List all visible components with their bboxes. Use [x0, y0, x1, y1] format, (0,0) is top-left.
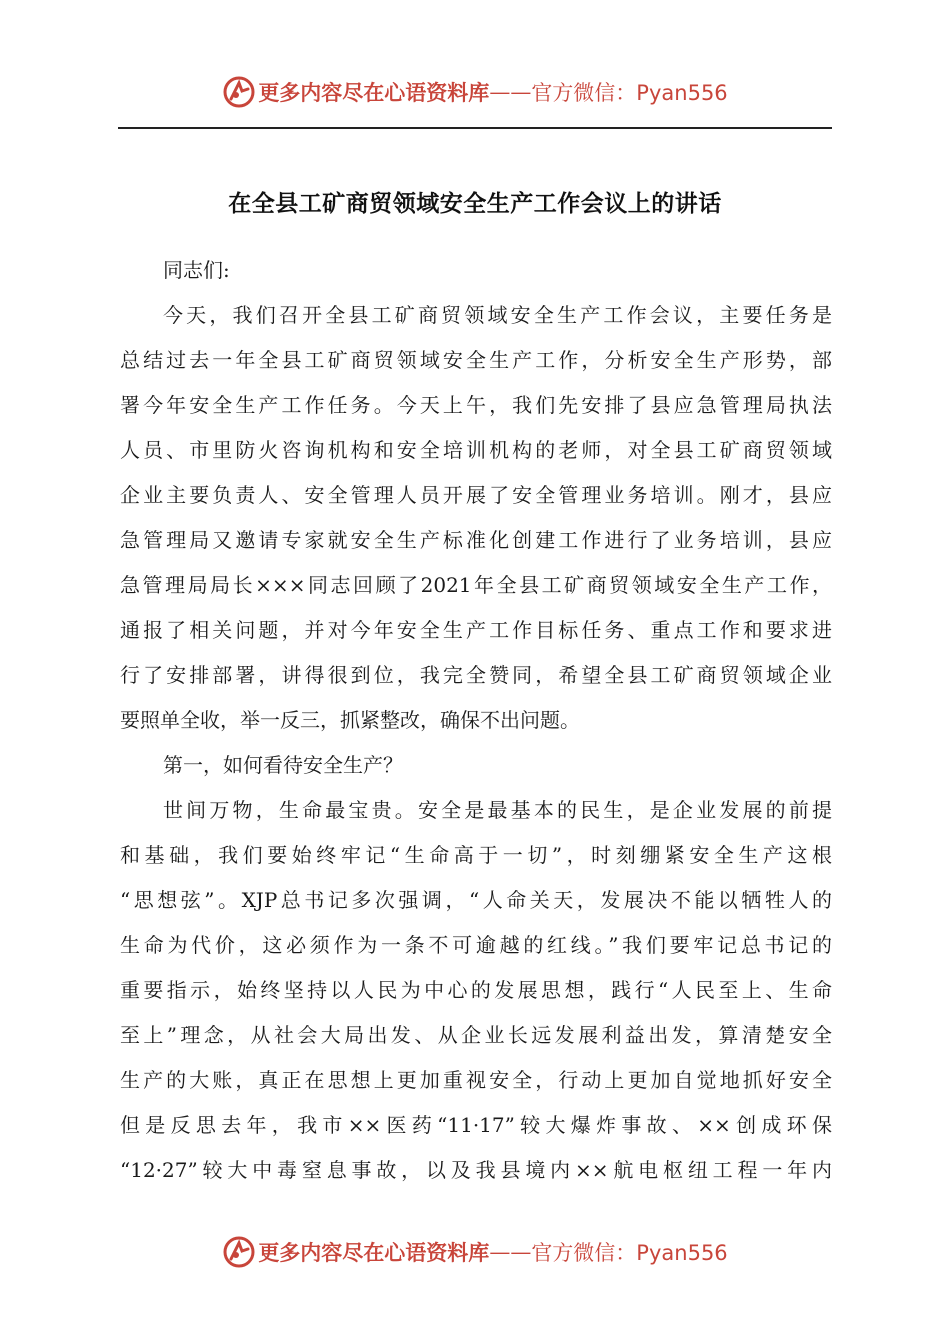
text-line: “思想弦”。XJP总书记多次强调，“人命关天，发展决不能以牺牲人的 — [120, 888, 832, 912]
text-line: 总结过去一年全县工矿商贸领域安全生产工作，分析安全生产形势，部 — [120, 348, 832, 372]
header-banner — [0, 72, 950, 112]
document-title: 在全县工矿商贸领域安全生产工作会议上的讲话 — [228, 191, 722, 217]
text-line: 企业主要负责人、安全管理人员开展了安全管理业务培训。刚才，县应 — [120, 483, 832, 507]
text-line: 通报了相关问题，并对今年安全生产工作目标任务、重点工作和要求进 — [120, 618, 832, 642]
banner-main-text: 更多内容尽在心语资料库 — [258, 80, 490, 105]
text-line: “12·27”较大中毒窒息事故，以及我县境内××航电枢纽工程一年内 — [120, 1158, 832, 1182]
banner-separator: —— — [489, 80, 532, 104]
text-line: 行了安排部署，讲得很到位，我完全赞同，希望全县工矿商贸领域企业 — [120, 663, 832, 687]
text-line: 生命为代价，这必须作为一条不可逾越的红线。”我们要牢记总书记的 — [120, 933, 832, 957]
text-line: 同志们: — [163, 258, 230, 282]
text-line: 要照单全收，举一反三，抓紧整改，确保不出问题。 — [120, 708, 580, 732]
text-line: 人员、市里防火咨询机构和安全培训机构的老师，对全县工矿商贸领域 — [120, 438, 832, 462]
logo-icon — [222, 1235, 256, 1269]
text-line: 但是反思去年，我市××医药“11·17”较大爆炸事故、××创成环保 — [120, 1113, 832, 1137]
banner-main-text: 更多内容尽在心语资料库 — [258, 1240, 490, 1265]
text-line: 署今年安全生产工作任务。今天上午，我们先安排了县应急管理局执法 — [120, 393, 832, 417]
section-heading: 第一，如何看待安全生产？ — [163, 753, 403, 777]
text-line: 世间万物，生命最宝贵。安全是最基本的民生，是企业发展的前提 — [163, 798, 832, 822]
banner-separator: —— — [489, 1240, 532, 1264]
header-divider — [118, 127, 832, 129]
text-line: 生产的大账，真正在思想上更加重视安全，行动上更加自觉地抓好安全 — [120, 1068, 832, 1092]
text-line: 重要指示，始终坚持以人民为中心的发展思想，践行“人民至上、生命 — [120, 978, 832, 1002]
text-line: 今天，我们召开全县工矿商贸领域安全生产工作会议，主要任务是 — [163, 303, 832, 327]
document-body — [120, 248, 832, 1193]
text-line: 急管理局局长×××同志回顾了2021年全县工矿商贸领域安全生产工作， — [120, 573, 832, 597]
text-line: 和基础，我们要始终牢记“生命高于一切”，时刻绷紧安全生产这根 — [120, 843, 832, 867]
banner-wechat-text: 官方微信：Pyan556 — [531, 1241, 728, 1265]
logo-icon — [222, 75, 256, 109]
footer-banner — [0, 1232, 950, 1272]
banner-wechat-text: 官方微信：Pyan556 — [531, 81, 728, 105]
text-line: 至上”理念，从社会大局出发、从企业长远发展利益出发，算清楚安全 — [120, 1023, 832, 1047]
text-line: 急管理局又邀请专家就安全生产标准化创建工作进行了业务培训，县应 — [120, 528, 832, 552]
